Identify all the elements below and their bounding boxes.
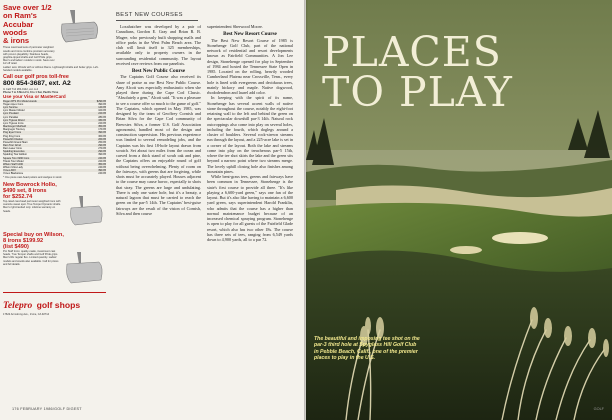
price-table-item: Hogan Apex Irons [3,102,24,106]
price-table-price: 179.95 [98,128,106,132]
price-table-price: 399.95 [98,102,106,106]
price-table-price: 369.95 [98,134,106,138]
headline-line: TO PLAY [322,68,513,116]
ad-phone-sub: In Calif 714 284-0142, ext. A-2 [3,87,39,91]
offer-copy: Pro Staff Irons: quality-made, investment cast heads, True Temper shafts and Golf Pride grips. Men's RH regular flex. Limited quantity. Ladies' models and woods also available. Call for prices and full details. [3,250,59,266]
price-table-item: Ping Zing Irons [3,134,21,138]
ad-headline-line: & irons [3,36,30,46]
offer-title-line: (list $490) [3,244,29,251]
price-table-item: Wilson Ultra Lady [3,166,23,170]
price-table-item: Yonex ADX [3,169,84,172]
ad-headline-line: Accubar [3,19,34,29]
price-table-price: 289.95 [98,115,106,119]
price-table-price: 249.95 [98,172,106,176]
ad-phone-number: 800 854-3687, ext. A2 [3,80,71,88]
offer-title-line: $490 set, 8 irons [3,187,47,194]
offer-title-line: for $252.74 [3,194,33,201]
ad-headline-line: woods [3,27,28,37]
ad-club-copy: Ladies' sets: Woods with or without Rams. Lightweight shafts and better grips. Left-handed models available. [3,66,99,73]
paragraph: The Captains Golf Course also received its share of praise as our Best New Public Course. Amy Alcott was especially enthusiastic when she played there during the Cape Cod Classic. "Absolutely a gem," Alcott said. "It was a pleasure to see a course offer so much to the game of golf." The Captains, which opened in May 1985, was designed by the team of Geoffrey Cornish and Brian Silva for the Cape Cod community of Brewster. Silva, a former U.S. Golf Association agronomist, handled most of the design and construction supervision. His previous experience was limited to several remodeling jobs, and the Captains was his first 18-hole layout drawn from scratch. Set about two miles from the ocean and carved from a thick stand of scrub oak and pine, the Captains offers an enjoyable round of golf without being overwhelming. Plenty of room on the fairways, with greens that are forgiving, while shots must be accurately played. Houses adjacent to the course may cause havoc, especially to shots that stray. The greens are large and undulating. There is only one water hole, but it's a beauty, a natural lagoon that must be carried to reach the green on the par-5 14th. The Captains' best-guise fairways are the result of the vision of Cornish, Silva and then course [116,74,201,216]
iron-club-image [56,8,102,46]
price-table-price: 299.95 [84,144,106,147]
hollo-iron-image [67,196,105,228]
price-table-item: Ram Laser Irons [3,147,22,151]
subhead-resort-course: Best New Resort Course [223,30,277,37]
price-table-item: Spalding Executive [3,150,84,153]
offer-title-line: Special buy on Wilson, [3,231,64,238]
price-table-price: 399.95 [84,131,106,134]
paragraph: While bent-grass tees, greens and fairways have been common in Tennessee, Stonehenge is the state's first course to provide all three. "It's like playing a 6,600-yard green," says one fan of the layout. But it's also like having to maintain a 6,600 yard green, says superintendent Harold Franklin, who admits that the course has a higher than normal maintenance budget because of an increased chemical spraying program. Stonehenge is open to play for all guests of the Fairfield Glade resort, which also has two other 18s. The course has three sets of tees, ranging from 6,549 yards down to 4,900 yards, all to a par 72. [207,174,293,243]
offer-copy: Top-rated cast-head perimeter weighted irons with oversize sweet spot. True Temper Dynamic shafts. Men's right-handed only. Lifetime warranty on heads. [3,200,61,213]
price-table-price: 229.95 [84,112,106,115]
article-column-1 [116,24,201,216]
page-gutter [304,0,308,420]
ad-call-line: Call our golf pros toll-free [3,74,69,81]
price-table-item: Powerbilt Grand Slam [3,140,28,144]
ad-price-table [3,100,106,176]
ad-address: 17622 Armstrong Ave., Irvine, CA 92714 [3,312,50,316]
price-table-item: Wilson Staff 1200 [3,163,84,166]
subhead-public-course: Best New Public Course [131,67,186,74]
right-page [306,0,612,420]
wilson-iron-image [63,252,105,286]
page-folio: 176 FEBRUARY 1986/GOLF DIGEST [12,407,82,411]
ad-payment: Use your Visa or MasterCard [3,93,66,99]
price-table-price: 399.95 [84,169,106,172]
telepro-logo: Telepro [3,300,33,311]
price-table-price: 359.95 [84,163,106,166]
price-table-item: Ram Tour Grind [3,144,84,147]
paragraph: superintendent Sherwood Moore. [207,24,263,29]
paragraph: Loxahatchee was developed by a pair of Canadians, Gordon E. Gray and Brian R. B. Magee, who previously built shopping malls and office parks in the West Palm Beach area. The club will limit itself to 325 memberships, available only to property owners in the surrounding residential community. The layout received rave reviews from our panelists. [116,24,201,66]
price-table-price: 229.95 [98,121,106,125]
section-header: BEST NEW COURSES [116,12,183,18]
ad-headline-line: on Ram's [3,11,37,21]
ad-table-note: * One piece cast-head putters and wedges in stock [3,175,62,179]
price-table-item: Lynx Sunrise [3,106,84,109]
price-table-price: 399.95 [98,153,106,157]
price-table-price: 269.95 [84,138,106,141]
price-table-item: MacGregor Muirfield [3,125,84,128]
photo-caption: The beautiful and imposing tee shot on the par-3 third hole at Spyglass Hill Golf Club in Pebble Beach, Calif., one of the premier places to play in the U.S. [314,336,420,361]
price-table-item: Rogan RTS Pro Model woods [3,100,84,103]
price-table-item: Macgregor Tourney [3,128,25,132]
price-table-price: $299.95 [84,100,106,103]
price-table-item: Lynx Tigress Irons [3,121,24,125]
offer-title-line: 8 irons $199.92 [3,237,44,244]
ad-headline-line: Save over 1/2 [3,4,52,12]
price-table-item: Powerbilt Citation [3,138,84,141]
headline-line: PLACES [322,28,502,76]
price-table-price: 299.95 [84,150,106,153]
price-table-item: Lynx Predator [3,112,84,115]
price-table-price: 229.95 [98,159,106,163]
price-table-price: 259.95 [98,140,106,144]
price-table-price: 359.95 [84,125,106,128]
ad-logo-block [3,292,106,316]
section-rule [116,20,198,21]
paragraph: The Best New Resort Course of 1985 is Stonehenge Golf Club, part of the national network of residential and resort developments known as Fairfield Communities. A Jon Lee design, Stonehenge opened for play in September of 1984 and hosted the Tennessee State Open in 1985. Located on the rolling, heavily wooded Cumberland Plateau near Crossville, Tenn., every hole is lined with evergreens and deciduous trees, mainly hickory and maple. Native dogwood, rhododendron and laurel add color. [207,37,293,96]
price-table-price: 249.95 [84,157,106,160]
ad-offer-wilson [3,232,106,290]
paragraph: In keeping with the spirit of its name, Stonehenge has several accent walls of native stone throughout the course, notably the eight-foot retaining wall to the left and behind the green on the spectacular downhill par-3 14th. Natural rock outcroppings also come into play on several holes, including the fourth, which doglegs around a cluster of boulders. Several rock-strewn streams run through the layout, and a 225-acre lake is set in a corner of the layout. Both the lake and streams come into play on the treacherous par-5 15th, where the tee shot skirts the lake and the green sits beyond a narrow point where two streams merge. The lovely uphill closing hole also finishes among mountain pines. [207,95,293,174]
price-table-item: Lynx Tigress Wood [3,119,84,122]
price-table-item: Lynx Parallax [3,115,19,119]
price-table-price: 249.95 [98,166,106,170]
price-table-item: Yonex Blackstone [3,172,24,176]
telepro-advertisement [3,4,106,412]
price-table-price: 149.95 [84,106,106,109]
golf-shops-logo: golf shops [36,299,81,310]
price-table-item: Titleist Tour Model [3,159,24,163]
price-table-item: Square Two 1990 Irons [3,157,84,160]
price-table-item: Lynx Master Model [3,109,25,113]
price-table-price: 279.95 [98,147,106,151]
price-table-item: Spalding Tour Edition [3,153,28,157]
article-column-2 [207,24,293,242]
ad-hours: Phone 7 to 6 Mon-Fri, 8 to 1 Sat, Pacific Time [3,90,59,94]
page-folio-right: GOLF [593,407,604,411]
ad-intro-text: These cast-head sets of perimeter weighted woods and irons combine precision accuracy with proven playability. Stainless heads, graphite-tipped shafts and Golf Pride grips. Men's and ladies' models in stock. Save over 1/2 off retail. [3,46,55,65]
offer-title-line: New Bowrock Hollo, [3,181,57,188]
price-table-price: 109.95 [98,109,106,113]
ad-offer-hollo [3,182,106,232]
price-table-price: 339.95 [84,119,106,122]
article-headline [322,28,513,116]
price-table-item: Ping Eye2 Irons [3,131,84,134]
